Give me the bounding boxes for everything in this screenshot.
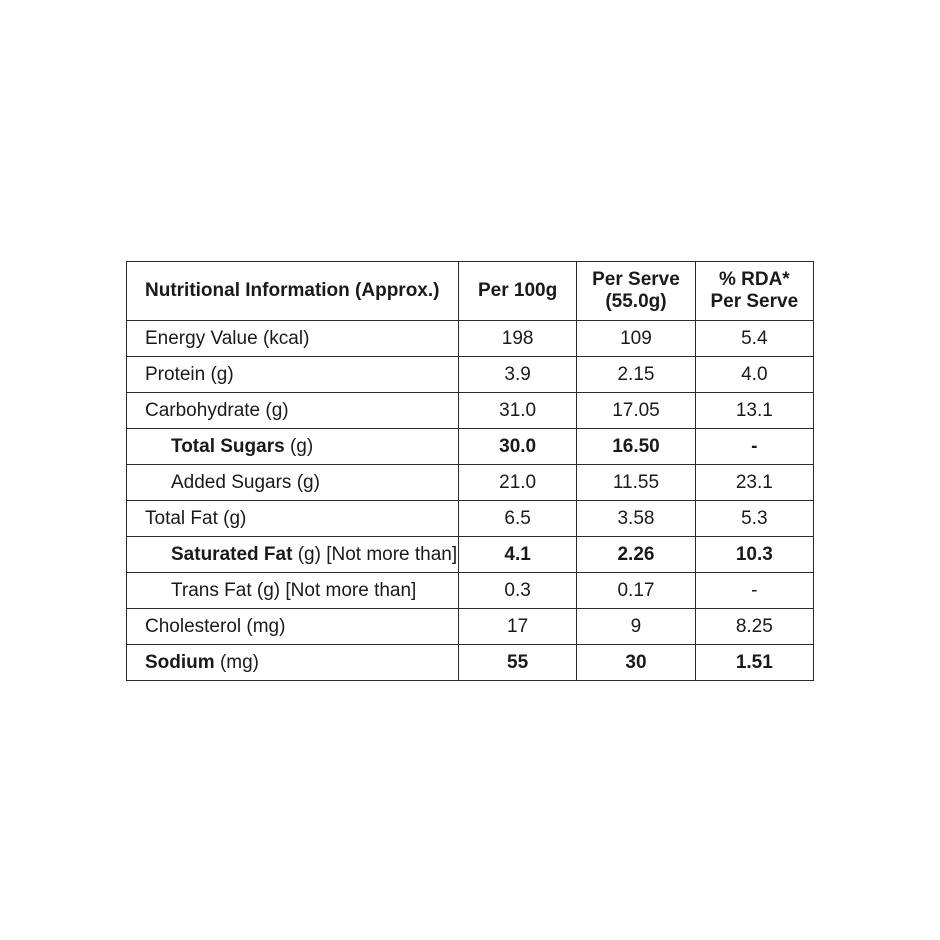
header-per-serve (577, 262, 695, 321)
value-per-serve: 0.17 (577, 573, 695, 609)
value-per-serve: 2.15 (577, 357, 695, 393)
nutrient-name: Total Fat (145, 507, 218, 529)
row-label (127, 357, 459, 393)
value-rda: 4.0 (695, 357, 813, 393)
nutrient-unit: (g) (289, 435, 314, 457)
table-row (127, 321, 814, 357)
value-per-100g: 30.0 (458, 429, 576, 465)
header-nutritional-information: Nutritional Information (Approx.) (127, 262, 459, 321)
header-rda-line2: Per Serve (710, 291, 799, 312)
value-per-100g: 4.1 (458, 537, 576, 573)
nutrient-name: Protein (145, 363, 206, 385)
nutrient-unit: (g) (265, 399, 289, 421)
value-per-serve: 109 (577, 321, 695, 357)
nutrient-name: Saturated Fat (171, 543, 293, 565)
value-rda: 5.3 (695, 501, 813, 537)
row-label (127, 537, 459, 573)
nutrient-unit: (g) [Not more than] (256, 579, 417, 601)
row-label (127, 645, 459, 681)
nutrient-unit: (g) (210, 363, 234, 385)
row-label (127, 429, 459, 465)
header-per-serve-line2: (55.0g) (605, 291, 667, 312)
row-label (127, 573, 459, 609)
table-row (127, 573, 814, 609)
table-row (127, 357, 814, 393)
nutrient-name: Added Sugars (171, 471, 292, 493)
header-per-100g: Per 100g (458, 262, 576, 321)
nutrient-name: Trans Fat (171, 579, 252, 601)
header-per-serve-line1: Per Serve (592, 269, 680, 291)
value-per-100g: 6.5 (458, 501, 576, 537)
value-per-serve: 3.58 (577, 501, 695, 537)
header-rda (695, 262, 813, 321)
value-rda: 1.51 (695, 645, 813, 681)
nutrient-name: Sodium (145, 651, 215, 673)
table-row (127, 465, 814, 501)
value-rda: 5.4 (695, 321, 813, 357)
value-per-100g: 21.0 (458, 465, 576, 501)
nutrition-table (126, 261, 814, 681)
value-rda: - (695, 573, 813, 609)
row-label (127, 609, 459, 645)
value-per-100g: 3.9 (458, 357, 576, 393)
table-row (127, 393, 814, 429)
value-per-serve: 11.55 (577, 465, 695, 501)
table-row (127, 537, 814, 573)
table-row (127, 645, 814, 681)
value-rda: 10.3 (695, 537, 813, 573)
nutrient-unit: (g) (296, 471, 320, 493)
table-row (127, 429, 814, 465)
table-row (127, 609, 814, 645)
value-per-100g: 55 (458, 645, 576, 681)
table-header-row (127, 262, 814, 321)
row-label (127, 501, 459, 537)
row-label (127, 465, 459, 501)
value-per-100g: 17 (458, 609, 576, 645)
nutrient-name: Total Sugars (171, 435, 285, 457)
value-rda: 23.1 (695, 465, 813, 501)
nutrient-unit: (kcal) (262, 327, 310, 349)
value-per-serve: 9 (577, 609, 695, 645)
nutrient-unit: (mg) (219, 651, 260, 673)
value-rda: 13.1 (695, 393, 813, 429)
row-label (127, 393, 459, 429)
value-per-serve: 16.50 (577, 429, 695, 465)
value-per-100g: 31.0 (458, 393, 576, 429)
table-row (127, 501, 814, 537)
nutrient-unit: (g) (223, 507, 247, 529)
value-per-100g: 0.3 (458, 573, 576, 609)
nutrient-unit: (mg) (246, 615, 286, 637)
value-rda: 8.25 (695, 609, 813, 645)
value-per-serve: 30 (577, 645, 695, 681)
nutrient-name: Energy Value (145, 327, 258, 349)
value-rda: - (695, 429, 813, 465)
header-rda-line1: % RDA* (718, 269, 790, 291)
nutrient-unit: (g) [Not more than] (297, 543, 458, 565)
nutrient-name: Carbohydrate (145, 399, 261, 421)
value-per-serve: 2.26 (577, 537, 695, 573)
row-label (127, 321, 459, 357)
nutrient-name: Cholesterol (145, 615, 242, 637)
value-per-100g: 198 (458, 321, 576, 357)
value-per-serve: 17.05 (577, 393, 695, 429)
